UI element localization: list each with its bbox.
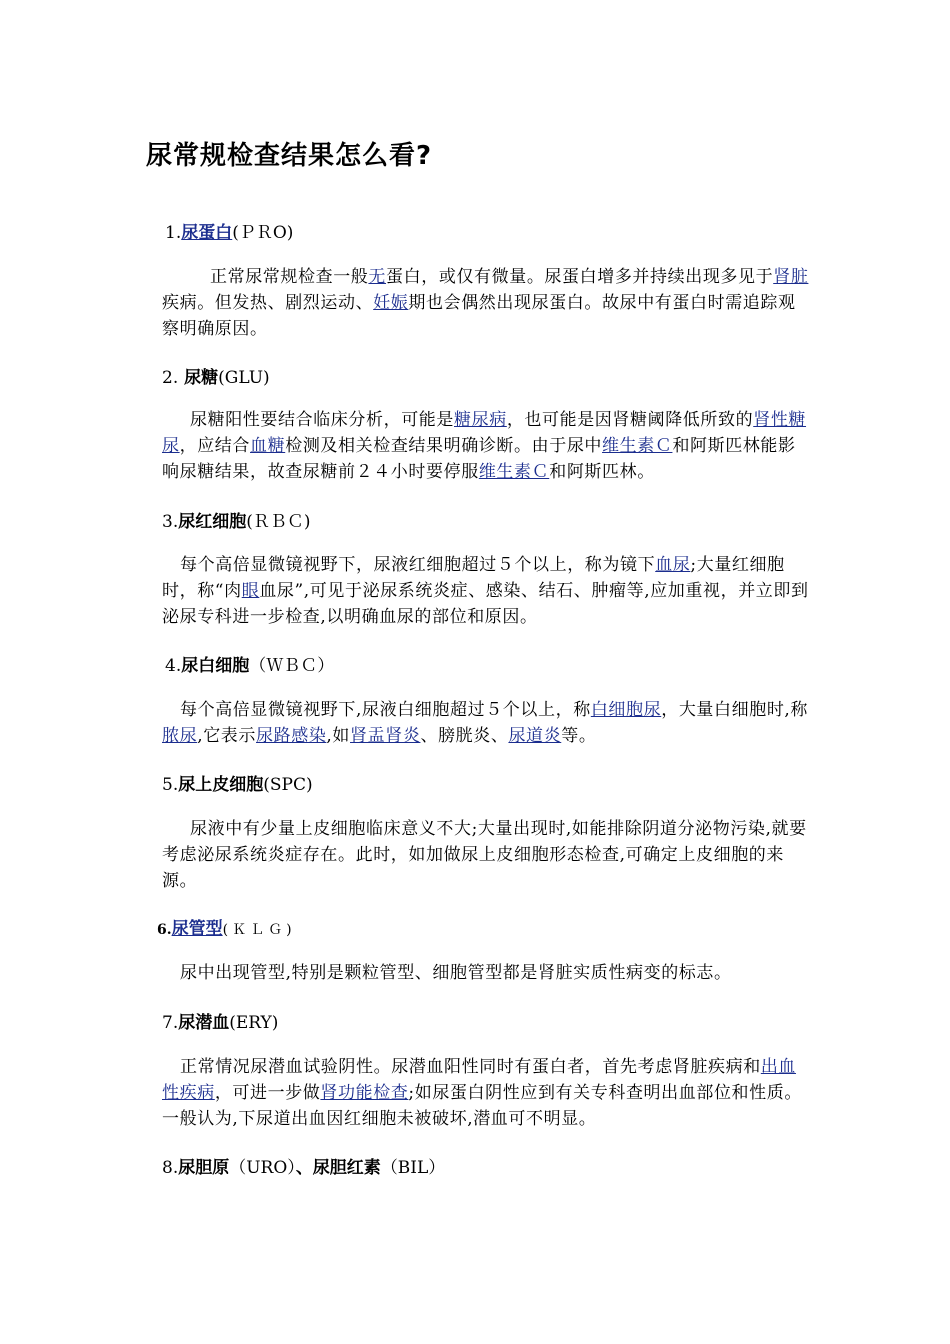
paragraph-text: ;大量红细胞时，称“肉 xyxy=(162,555,785,601)
paragraph-text: 尿液中有少量上皮细胞临床意义不大;大量出现时,如能排除阴道分泌物污染,就要考虑泌尿系统炎症存在。此时，如加做尿上皮细胞形态检查,可确定上皮细胞的来源。 xyxy=(162,819,807,891)
heading-number: 4. xyxy=(165,656,182,676)
paragraph-text: ，也可能是因肾糖阈降低所致的 xyxy=(506,410,754,430)
paragraph-text: 每个高倍显微镜视野下,尿液白细胞超过５个以上，称 xyxy=(180,700,591,720)
heading-number: 5. xyxy=(162,775,179,795)
inline-link[interactable]: 白细胞尿 xyxy=(590,700,662,720)
paragraph-text: ;如尿蛋白阴性应到有关专科查明出血部位和性质。一般认为,下尿道出血因红细胞未被破坏,潜血可不明显。 xyxy=(162,1083,802,1129)
paragraph-text: 等。 xyxy=(561,726,597,746)
inline-link[interactable]: 脓尿 xyxy=(162,726,198,746)
paragraph-text: 、膀胱炎、 xyxy=(420,726,509,746)
heading-title: 尿糖 xyxy=(178,368,219,388)
paragraph-text: 蛋白，或仅有微量。尿蛋白增多并持续出现多见于 xyxy=(386,267,774,287)
heading-title: 尿潜血 xyxy=(178,1013,230,1033)
section-heading-5 xyxy=(162,770,313,795)
heading-title: 尿胆原 xyxy=(178,1158,230,1178)
paragraph-text: 尿中出现管型,特别是颗粒管型、细胞管型都是肾脏实质性病变的标志。 xyxy=(180,963,732,983)
section-heading-6 xyxy=(157,914,296,939)
inline-link[interactable]: 血尿 xyxy=(655,555,691,575)
inline-link[interactable]: 眼 xyxy=(241,581,260,601)
section-heading-4 xyxy=(165,651,334,676)
heading-code: (ERY) xyxy=(229,1013,279,1033)
paragraph-text: ,如 xyxy=(326,726,351,746)
inline-link[interactable]: 血糖 xyxy=(250,436,286,456)
section-heading-7 xyxy=(162,1008,278,1033)
paragraph-text: 期也会偶然出现尿蛋白。故尿中有蛋白时需追踪观察明确原因。 xyxy=(162,293,796,339)
paragraph-text: ，大量白细胞时,称 xyxy=(661,700,809,720)
heading-title: 尿白细胞 xyxy=(181,656,250,676)
section-heading-3 xyxy=(162,507,311,532)
link-urine-protein[interactable]: 尿蛋白 xyxy=(181,223,233,243)
paragraph-text: ，可进一步做 xyxy=(214,1083,321,1103)
inline-link[interactable]: 肾功能检查 xyxy=(320,1083,409,1103)
heading-number: 1. xyxy=(165,223,182,243)
heading-number: 6. xyxy=(157,922,172,938)
heading-code: （ＷＢＣ） xyxy=(249,656,335,676)
inline-link[interactable]: 糖尿病 xyxy=(454,410,507,430)
paragraph-text: 和阿斯匹林。 xyxy=(549,462,655,482)
heading-code: (SPC) xyxy=(263,775,313,795)
heading-code: (ＲＢＣ) xyxy=(246,512,311,532)
link-urine-casts[interactable]: 尿管型 xyxy=(171,919,223,939)
section-heading-8 xyxy=(162,1153,445,1178)
inline-link[interactable]: 尿路感染 xyxy=(256,726,327,746)
inline-link[interactable]: 妊娠 xyxy=(373,293,409,313)
section-paragraph-7 xyxy=(162,1054,810,1132)
heading-title: 尿红细胞 xyxy=(178,512,247,532)
heading-code: (ＰＲO) xyxy=(232,223,294,243)
section-paragraph-5 xyxy=(162,816,810,894)
section-paragraph-1 xyxy=(162,264,810,342)
inline-link[interactable]: 尿道炎 xyxy=(508,726,562,746)
section-paragraph-2 xyxy=(162,407,810,485)
paragraph-text: 尿糖阳性要结合临床分析，可能是 xyxy=(190,410,454,430)
paragraph-text: 检测及相关检查结果明确诊断。由于尿中 xyxy=(285,436,603,456)
inline-link[interactable]: 出血性疾病 xyxy=(162,1057,797,1103)
paragraph-text: 每个高倍显微镜视野下，尿液红细胞超过５个以上，称为镜下 xyxy=(180,555,656,575)
page-title: 尿常规检查结果怎么看? xyxy=(146,141,433,171)
heading-number: 8. xyxy=(162,1158,179,1178)
paragraph-text: 和阿斯匹林能影响尿糖结果，故查尿糖前２４小时要停服 xyxy=(162,436,796,482)
heading-title: 尿上皮细胞 xyxy=(178,775,264,795)
section-paragraph-4 xyxy=(162,697,810,749)
inline-link[interactable]: 维生素Ｃ xyxy=(478,462,550,482)
heading-number: 7. xyxy=(162,1013,179,1033)
paragraph-text: ,它表示 xyxy=(197,726,257,746)
paragraph-text: 疾病。但发热、剧烈运动、 xyxy=(162,293,374,313)
paragraph-text: 血尿”,可见于泌尿系统炎症、感染、结石、肿瘤等,应加重视，并立即到泌尿专科进一步检查,以明确血尿的部位和原因。 xyxy=(162,581,809,627)
section-heading-2 xyxy=(162,363,270,388)
heading-title-2: 、尿胆红素 xyxy=(295,1158,381,1178)
heading-code-2: （BIL） xyxy=(380,1158,446,1178)
inline-link[interactable]: 肾脏 xyxy=(773,267,809,287)
inline-link[interactable]: 肾性糖尿 xyxy=(162,410,807,456)
section-heading-1 xyxy=(165,218,293,243)
paragraph-text: ，应结合 xyxy=(179,436,251,456)
heading-number: 2. xyxy=(162,368,179,388)
paragraph-text: 正常尿常规检查一般 xyxy=(210,267,369,287)
paragraph-text: 正常情况尿潜血试验阴性。尿潜血阳性同时有蛋白者，首先考虑肾脏疾病和 xyxy=(180,1057,761,1077)
inline-link[interactable]: 无 xyxy=(368,267,387,287)
heading-code: (GLU) xyxy=(218,368,270,388)
heading-code: (ＫＬＧ) xyxy=(222,922,296,938)
section-paragraph-3 xyxy=(162,552,810,630)
inline-link[interactable]: 维生素Ｃ xyxy=(602,436,673,456)
section-paragraph-6 xyxy=(162,960,810,986)
inline-link[interactable]: 肾盂肾炎 xyxy=(350,726,421,746)
heading-number: 3. xyxy=(162,512,179,532)
heading-code: （URO） xyxy=(229,1158,296,1178)
